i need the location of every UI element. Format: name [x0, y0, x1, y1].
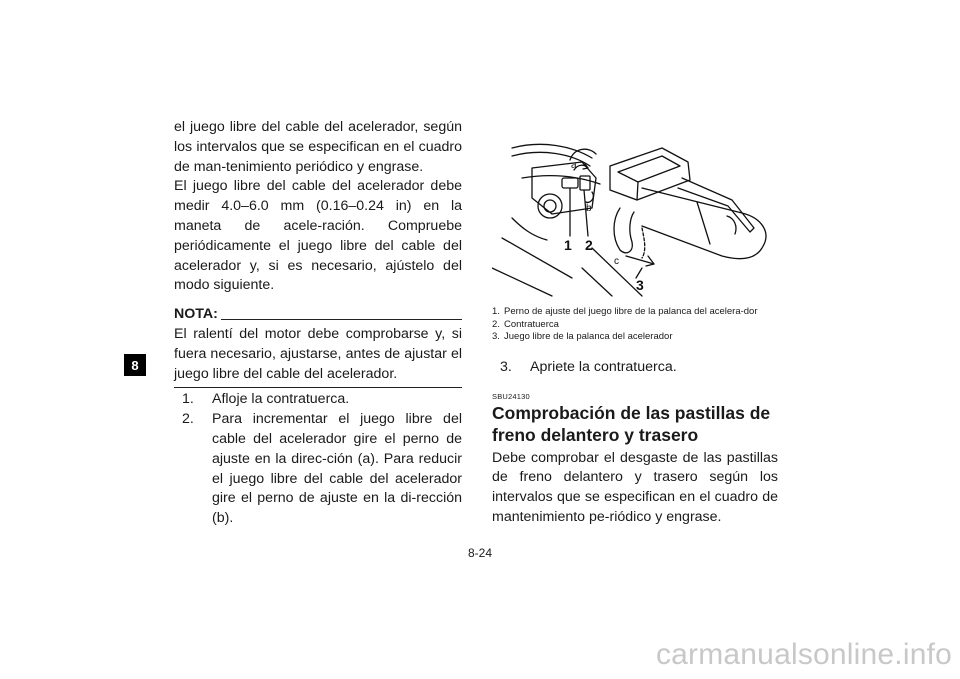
note-rule	[221, 319, 462, 320]
caption-item	[492, 331, 778, 344]
step-number: 2.	[182, 411, 194, 428]
note-end-rule	[174, 387, 462, 388]
list-item	[492, 359, 778, 375]
letter-a: a	[571, 160, 577, 171]
caption-item	[492, 319, 778, 332]
caption-text: Juego libre de la palanca del acelerador	[504, 331, 673, 342]
watermark: carmanualsonline.info	[655, 638, 952, 671]
right-column	[492, 118, 778, 528]
step-text: Apriete la contratuerca.	[530, 358, 677, 375]
note-text: El ralentí del motor debe comprobarse y, si fuera necesario, ajustarse, antes de ajustar el juego libre del cable del acelerador.	[174, 325, 462, 382]
step-number: 3.	[500, 358, 512, 375]
throttle-drawing	[492, 118, 778, 298]
left-column	[174, 118, 462, 529]
step-list	[174, 390, 462, 529]
step-text: Afloje la contratuerca.	[212, 391, 350, 408]
caption-text: Contratuerca	[504, 318, 559, 330]
figure-captions	[492, 306, 778, 344]
chapter-tab: 8	[124, 354, 146, 376]
section-title: Comprobación de las pastillas de freno delantero y trasero	[492, 402, 771, 445]
intro-paragraph: el juego libre del cable del acelerador, según los intervalos que se especifican en el cuadro de man-tenimiento periódico y engrase.	[174, 119, 462, 175]
callout-2: 2	[585, 237, 593, 253]
section-code: SBU24130	[492, 391, 530, 401]
note-label: NOTA:	[174, 306, 218, 323]
callout-3: 3	[636, 277, 644, 293]
letter-c: c	[614, 256, 619, 267]
step-text: Para incrementar el juego libre del cable del acelerador gire el perno de ajuste en la direc-ción (a). Para reducir el juego libre del cable del acelerador gire el perno de ajuste en la di-rección (b).	[212, 411, 462, 527]
list-item	[174, 410, 462, 529]
caption-number: 1.	[492, 306, 500, 317]
caption-item	[492, 306, 778, 319]
note-header	[174, 305, 462, 325]
brake-pad-paragraph: Debe comprobar el desgaste de las pastillas de freno delantero y trasero según los intervalos que se especifican en el cuadro de mantenimiento pe-riódico y engrase.	[492, 449, 778, 525]
page-number: 8-24	[467, 546, 493, 560]
caption-number: 2.	[492, 318, 500, 330]
list-item	[174, 390, 462, 410]
callout-1: 1	[564, 237, 572, 253]
caption-text: Perno de ajuste del juego libre de la palanca del acelera-dor	[504, 306, 758, 317]
throttle-lever-illustration	[492, 118, 778, 298]
freeplay-paragraph: El juego libre del cable del acelerador debe medir 4.0–6.0 mm (0.16–0.24 in) en la maneta de acele-ración. Compruebe periódicamente el juego libre del cable del acelerador y, si es necesario, ajústelo del modo siguiente.	[174, 178, 462, 294]
letter-b: b	[586, 203, 592, 214]
caption-number: 3.	[492, 331, 500, 342]
step-number: 1.	[182, 391, 194, 408]
